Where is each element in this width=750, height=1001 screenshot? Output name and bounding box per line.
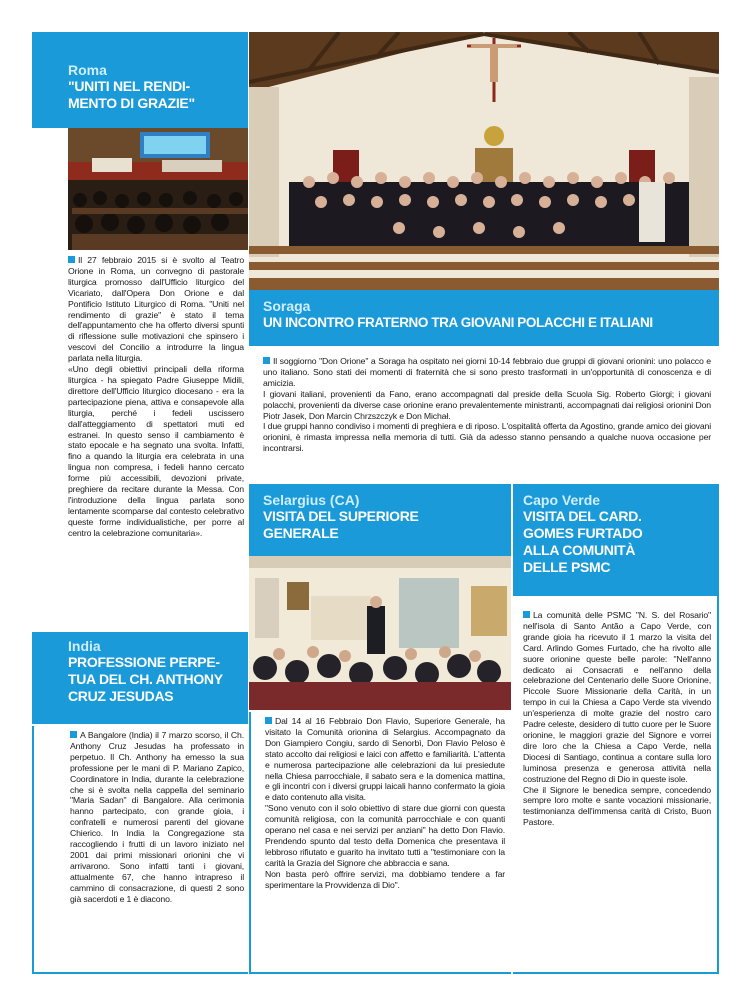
soraga-group-photo	[249, 32, 719, 290]
roma-place: Roma	[68, 62, 107, 78]
soraga-paragraph-2: I giovani italiani, provenienti da Fano, erano accompagnati dal preside della Scuola Sig. Roberto Giorgi; i giovani polacchi, provenienti da diverse case orionine erano prevalentemente ministranti, accompagnati dai religiosi orionini Don Piotr Jasek, Don Marcin Chrzszczyk e Don Michał.	[263, 388, 711, 421]
roma-banner	[32, 32, 248, 128]
roma-conference-photo	[32, 128, 248, 250]
roma-article	[32, 255, 248, 539]
selargius-paragraph-3: Non basta però offrire servizi, ma dobbiamo tendere a far sperimentare la Provvidenza di Dio".	[265, 868, 505, 890]
bullet-square-icon	[523, 611, 530, 618]
soraga-paragraph-3: I due gruppi hanno condiviso i momenti di preghiera e di riposo. L'ospitalità offerta da Agostino, grande amico dei giovani orionini, è rimasta impressa nella memoria di tutti. Già da adesso stanno pensando a qualche nuova occasione per incontrarsi.	[263, 421, 711, 454]
soraga-banner	[249, 290, 719, 346]
india-place: India	[68, 638, 101, 654]
india-article	[32, 726, 248, 974]
selargius-meeting-photo	[249, 556, 511, 710]
selargius-title-line-2: GENERALE	[263, 525, 339, 541]
capo-verde-title-line-4: DELLE PSMC	[523, 559, 611, 575]
soraga-title: UN INCONTRO FRATERNO TRA GIOVANI POLACCHI E ITALIANI	[263, 315, 653, 330]
roma-photo-illustration	[32, 128, 248, 250]
bullet-square-icon	[68, 256, 75, 263]
capo-verde-title-line-2: GOMES FURTADO	[523, 525, 643, 541]
capo-verde-title-line-3: ALLA COMUNITÀ	[523, 542, 636, 558]
roma-title-line-2: MENTO DI GRAZIE"	[68, 95, 195, 111]
selargius-banner	[249, 484, 511, 556]
capo-verde-paragraph-2: Che il Signore le benedica sempre, concedendo sempre loro molte e sante vocazioni missionarie, testimonianza dell'immensa carità di Cristo, Buon Pastore.	[523, 784, 711, 828]
soraga-paragraph-1: Il soggiorno "Don Orione" a Soraga ha ospitato nei giorni 10-14 febbraio due gruppi di giovani orionini: uno polacco e uno italiano. Sono stati dei momenti di fraternità che si sono presto trasformati in un'opportunità di conoscenza e di amicizia.	[263, 356, 711, 388]
roma-title-line-1: "UNITI NEL RENDI-	[68, 78, 190, 94]
soraga-article	[249, 346, 719, 484]
selargius-article	[249, 712, 511, 974]
india-title-line-2: TUA DEL CH. ANTHONY	[68, 671, 223, 687]
bullet-square-icon	[70, 731, 77, 738]
india-title-line-1: PROFESSIONE PERPE-	[68, 654, 220, 670]
selargius-place: Selargius (CA)	[263, 492, 360, 508]
selargius-paragraph-2: "Sono venuto con il solo obiettivo di stare due giorni con questa comunità religiosa, con la comunità parrocchiale e con quanti operano nel casa e nei servizi per anziani" ha detto Don Flavio. Prendendo spunto dal testo della Domenica che presentava il lebbroso rifiutato e guarito ha invitato tutti a "testimoniare con la carità la Grazia del Signore che abbraccia e sana.	[265, 803, 505, 868]
selargius-title-line-1: VISITA DEL SUPERIORE	[263, 508, 419, 524]
hero-photo-illustration	[249, 32, 719, 290]
soraga-place: Soraga	[263, 298, 311, 314]
india-title-line-3: CRUZ JESUDAS	[68, 688, 174, 704]
capo-verde-place: Capo Verde	[523, 492, 601, 508]
india-banner	[32, 632, 248, 724]
selargius-paragraph-1: Dal 14 al 16 Febbraio Don Flavio, Superiore Generale, ha visitato la Comunità orionina di Selargius. Accompagnato da Don Giampiero Congiu, sardo di Senorbì, Don Flavio Peloso è stato accolto dai religiosi e laici con affetto e familiarità. L'attenta e numerosa partecipazione alle celebrazioni da lui presiedute nella Chiesa parrocchiale, il sabato sera e la domenica mattina, e gli incontri con i diversi gruppi laicali hanno confermato la gioia e dato contenuto alla visita.	[265, 716, 505, 803]
selargius-photo-illustration	[249, 556, 511, 710]
roma-paragraph-1: Il 27 febbraio 2015 si è svolto al Teatro Orione in Roma, un convegno di pastorale liturgica promosso dall'Ufficio liturgico del Vicariato, dall'Opera Don Orione e dal Pontificio Istituto Liturgico di Roma. "Uniti nel rendimento di grazie" è stato il tema dell'appuntamento che ha offerto diversi spunti di riflessione sulle motivazioni che spinsero i vescovi del Concilio a introdurre la lingua parlata nella liturgia.	[68, 255, 244, 364]
capo-verde-banner	[513, 484, 719, 596]
capo-verde-paragraph-1: La comunità delle PSMC "N. S. del Rosario" nell'isola di Santo Antão a Capo Verde, con grande gioia ha ricevuto il 1 marzo la visita del Card. Arlindo Gomes Furtado, che ha rivolto alle suore orionine queste belle parole: "Nell'anno dedicato ai Consacrati e nell'anno della celebrazione del Centenario delle Suore Orionine, Piccole Suore Missionarie della Carità, in un tempo in cui la Chiesa a Capo Verde sta vivendo un'esperienza di molte grazie del nostro caro Padre celeste, desidero di tutto cuore per le Suore orionine, le maggiori grazie del Signore e vorrei dire loro che la Chiesa a Capo Verde, nella Diocesi di Santiago, continua a contare sulla loro luminosa presenza e generosa attività nella costruzione del Regno di Dio in queste isole.	[523, 610, 711, 784]
india-paragraph-1: A Bangalore (India) il 7 marzo scorso, il Ch. Anthony Cruz Jesudas ha professato in perpetuo. Il Ch. Anthony ha emesso la sua professione per le mani di P. Mariano Zapico, Coordinatore in India, durante la celebrazione che si è svolta nella cappella del seminario "Maria Sadan" di Bangalore. Alla cerimonia hanno partecipato, con grande gioia, i confratelli e numerosi parenti del giovane Chierico. In India la Congregazione sta raccogliendo i frutti di un lavoro iniziato nel 2001 dai primi missionari orionini che vi arrivarono. Sono infatti tanti i giovani, attualmente 67, che hanno intrapreso il cammino di consacrazione, di questi 2 sono già sacerdoti e 1 è diacono.	[70, 730, 244, 904]
roma-paragraph-2: «Uno degli obiettivi principali della riforma liturgica - ha spiegato Padre Giuseppe Midili, direttore dell'Ufficio liturgico diocesano - era la partecipazione piena, attiva e consapevole alla liturgia, perché i fedeli uscissero dall'atteggiamento di spettatori muti ed estranei. In questo senso il cambiamento è stato epocale e ha segnato una svolta. Infatti, fino a quando la liturgia era celebrata in una lingua non compresa, i fedeli hanno cercato forme più accessibili, devozioni private, preghiere da recitare durante la Messa. Con l'introduzione della lingua parlata sono lentamente scomparse dal contesto celebrativo queste forme individualistiche, per porre al centro la celebrazione comunitaria».	[68, 364, 244, 538]
bullet-square-icon	[265, 717, 272, 724]
capo-verde-article	[513, 596, 719, 974]
capo-verde-title-line-1: VISITA DEL CARD.	[523, 508, 642, 524]
bullet-square-icon	[263, 357, 270, 364]
